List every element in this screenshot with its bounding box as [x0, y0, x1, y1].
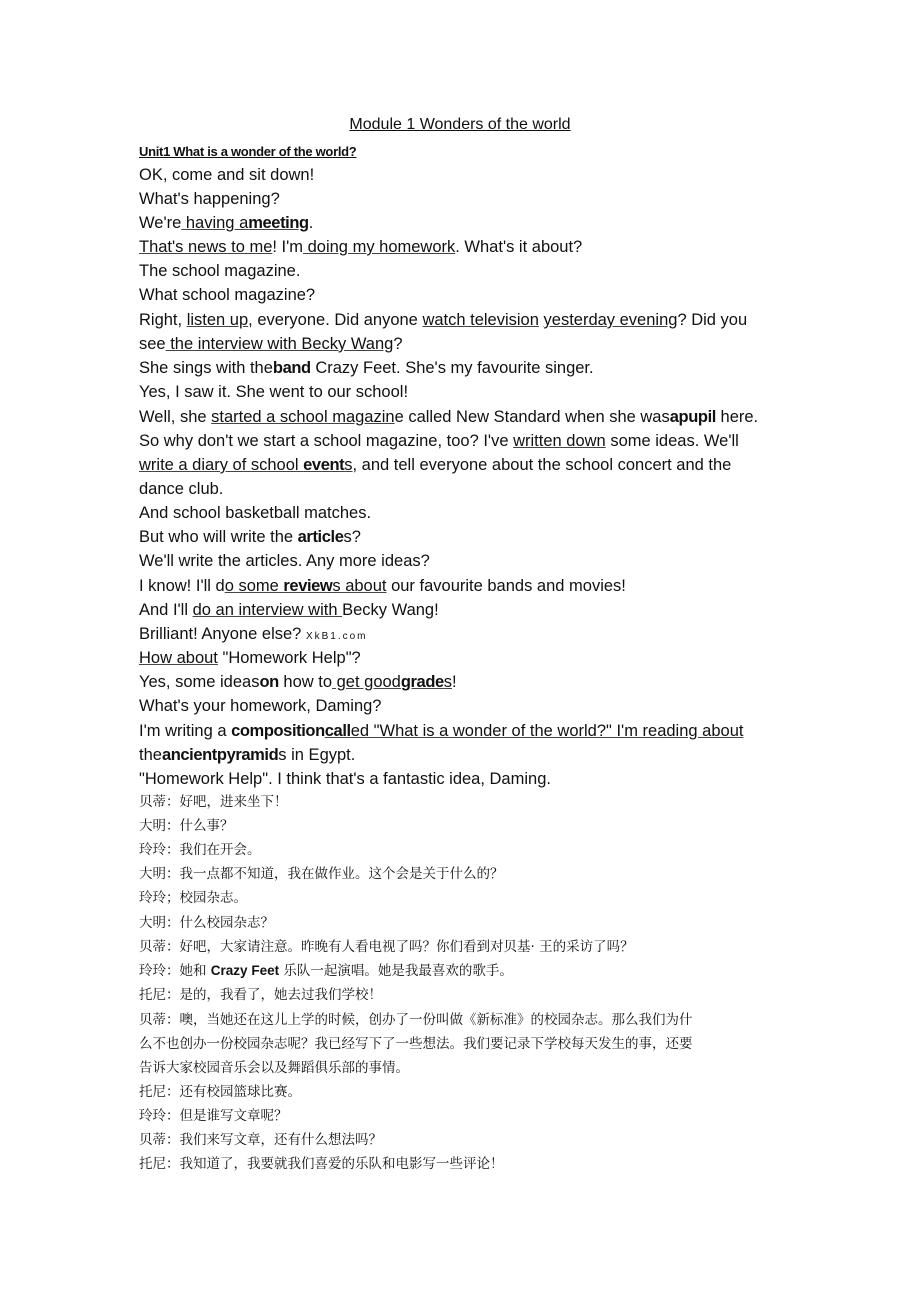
- translation-line: 玲玲：我们在开会。: [139, 842, 261, 858]
- dialogue-line: That's news to me! I'm doing my homework. What's it about?: [139, 238, 583, 256]
- translation-line: 玲玲：她和 Crazy Feet 乐队一起演唱。她是我最喜欢的歌手。: [139, 963, 513, 979]
- translation-line: 托尼：还有校园篮球比赛。: [139, 1084, 301, 1100]
- dialogue-line: Yes, I saw it. She went to our school!: [139, 383, 409, 401]
- dialogue-line: We'll write the articles. Any more ideas?: [139, 552, 430, 570]
- dialogue-line: "Homework Help". I think that's a fantastic idea, Daming.: [139, 770, 551, 788]
- translation-line: 托尼：我知道了，我要就我们喜爱的乐队和电影写一些评论！: [139, 1156, 504, 1172]
- translation-line: 玲玲；校园杂志。: [139, 890, 247, 906]
- translation-paragraph: 贝蒂：噢，当她还在这儿上学的时候，创办了一份叫做《新标准》的校园杂志。那么我们为什么不也创办一份校园杂志呢？我已经写下了一些想法。我们要记录下学校每天发生的事，还要告诉大家校园音乐会以及舞蹈俱乐部的事情。: [139, 1012, 693, 1076]
- dialogue-line: What's happening?: [139, 190, 280, 208]
- watermark-text: XkB1.com: [305, 631, 368, 642]
- dialogue-line: theancientpyramids in Egypt.: [139, 746, 356, 764]
- dialogue-line: What school magazine?: [139, 286, 316, 304]
- dialogue-line: Well, she started a school magazine called New Standard when she wasapupil here.: [139, 408, 759, 426]
- translation-line: 贝蒂：好吧，进来坐下！: [139, 794, 288, 810]
- dialogue-line: Yes, some ideason how to get goodgrades!: [139, 673, 457, 691]
- dialogue-line: see the interview with Becky Wang?: [139, 335, 403, 353]
- translation-line: 托尼：是的，我看了，她去过我们学校！: [139, 987, 382, 1003]
- dialogue-line: What's your homework, Daming?: [139, 697, 382, 715]
- dialogue-line: I know! I'll do some reviews about our favourite bands and movies!: [139, 577, 626, 595]
- dialogue-line: dance club.: [139, 480, 224, 498]
- unit-title: Unit1 What is a wonder of the world?: [139, 144, 357, 159]
- dialogue-line: OK, come and sit down!: [139, 166, 315, 184]
- dialogue-line: We're having ameeting.: [139, 214, 314, 232]
- translation-line: 大明：什么校园杂志？: [139, 915, 274, 931]
- dialogue-line: So why don't we start a school magazine, too? I've written down some ideas. We'll: [139, 432, 739, 450]
- dialogue-line: I'm writing a compositioncalled "What is a wonder of the world?" I'm reading about: [139, 722, 744, 740]
- dialogue-line: Brilliant! Anyone else? XkB1.com: [139, 625, 368, 643]
- dialogue-line: And I'll do an interview with Becky Wang!: [139, 601, 439, 619]
- dialogue-line: How about "Homework Help"?: [139, 649, 361, 667]
- translation-line: 贝蒂：我们来写文章，还有什么想法吗？: [139, 1132, 382, 1148]
- dialogue-line: write a diary of school events, and tell everyone about the school concert and the: [139, 456, 732, 474]
- dialogue-line: But who will write the articles?: [139, 528, 361, 546]
- translation-line: 玲玲：但是谁写文章呢？: [139, 1108, 288, 1124]
- translation-line: 贝蒂：好吧，大家请注意。昨晚有人看电视了吗？你们看到对贝基· 王的采访了吗？: [139, 939, 634, 955]
- translation-line: 大明：什么事？: [139, 818, 234, 834]
- dialogue-line: The school magazine.: [139, 262, 301, 280]
- dialogue-line: Right, listen up, everyone. Did anyone watch television yesterday evening? Did you: [139, 311, 748, 329]
- translation-line: 大明：我一点都不知道，我在做作业。这个会是关于什么的？: [139, 866, 504, 882]
- dialogue-line: She sings with theband Crazy Feet. She's my favourite singer.: [139, 359, 594, 377]
- dialogue-line: And school basketball matches.: [139, 504, 372, 522]
- module-title: Module 1 Wonders of the world: [349, 116, 571, 133]
